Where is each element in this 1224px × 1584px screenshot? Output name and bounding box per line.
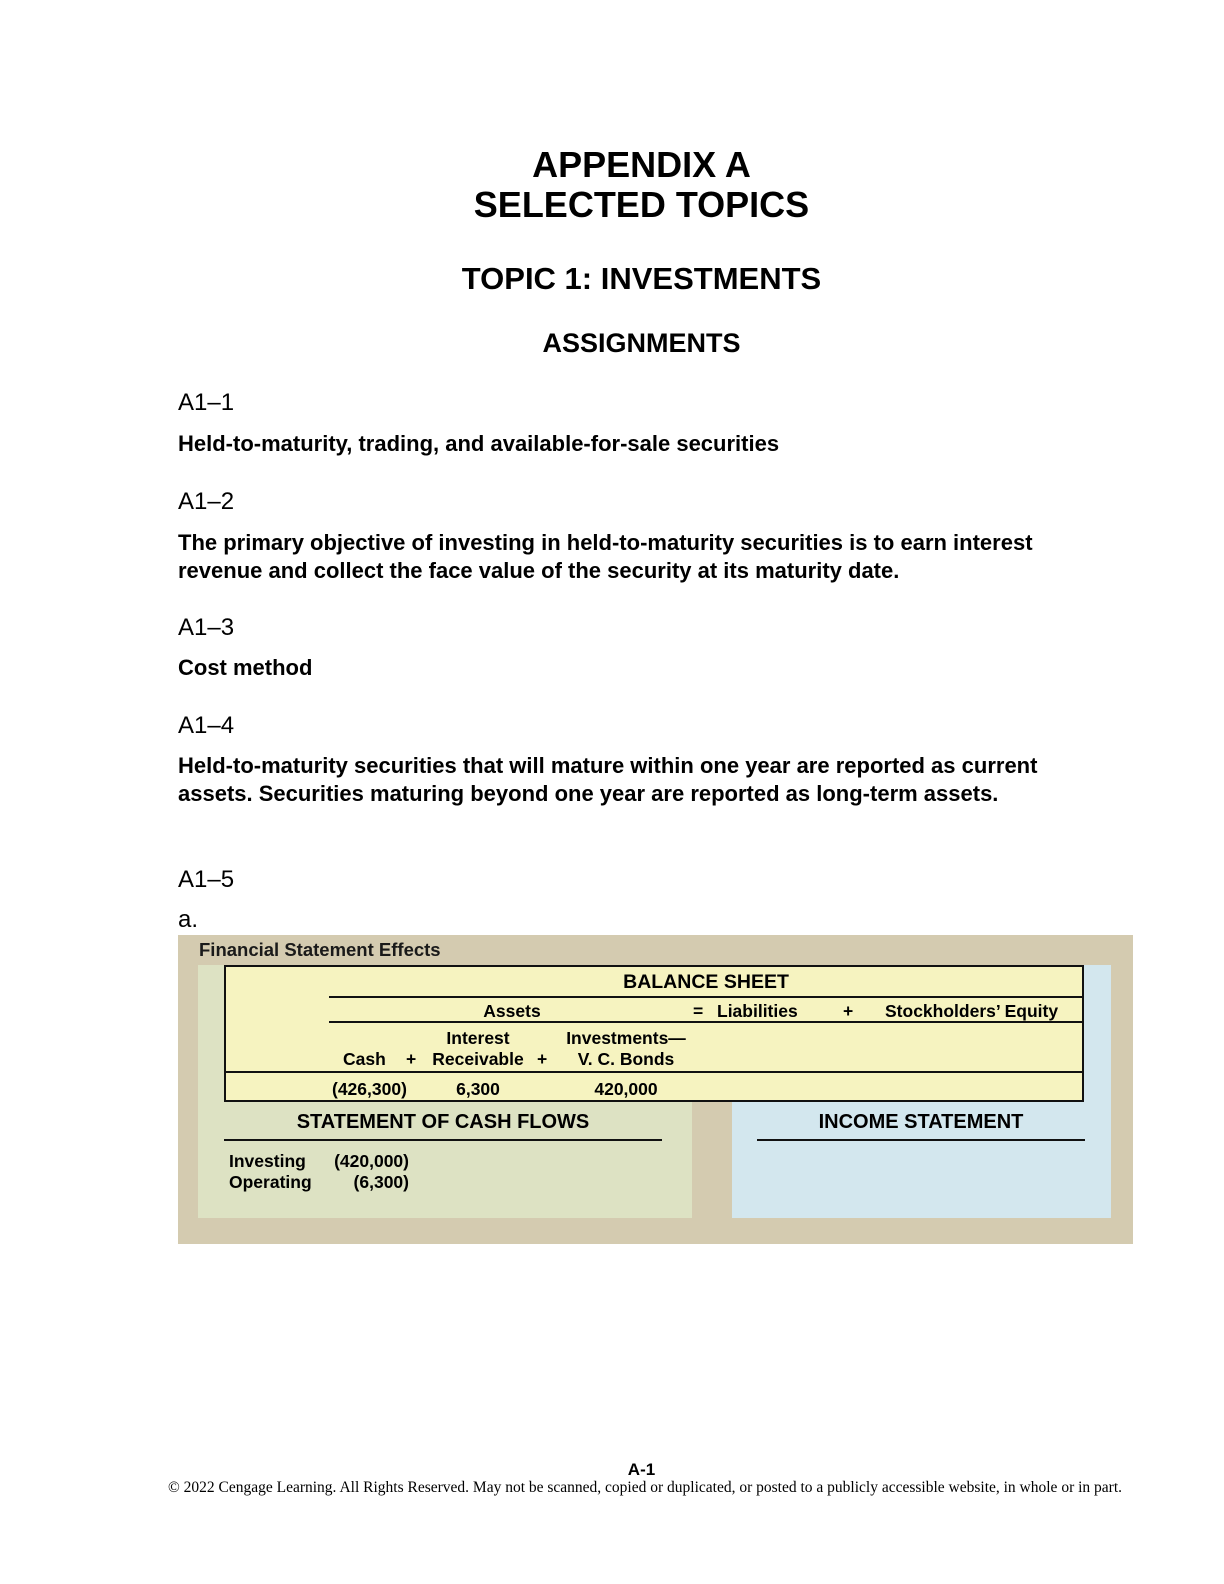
item-answer-a1-2: The primary objective of investing in held-to-maturity securities is to earn interest revenue and collect the face value of the security at its maturity date. [178,530,1033,583]
divider [329,1021,719,1023]
item-label-a1-2: A1–2 [178,488,235,515]
balance-sheet-title: BALANCE SHEET [623,971,789,993]
appendix-title: APPENDIX A [532,144,751,185]
item-part-label: a. [178,906,199,933]
divider [717,1021,862,1023]
column-interest-line1: Interest [446,1028,510,1048]
value-interest: 6,300 [456,1079,500,1099]
equals-sign: = [693,1001,704,1021]
page-number: A-1 [627,1460,656,1479]
assets-label: Assets [483,1001,541,1021]
income-statement-rule [757,1139,1085,1141]
divider [862,1021,1084,1023]
plus-sign: + [406,1049,417,1069]
appendix-subtitle: SELECTED TOPICS [473,184,810,225]
divider [329,996,1084,998]
financial-statement-effects-exhibit [178,935,1133,1244]
cash-flow-row-value: (6,300) [353,1172,409,1192]
cash-flows-title: STATEMENT OF CASH FLOWS [296,1111,590,1133]
section-title: ASSIGNMENTS [542,328,741,358]
value-cash: (426,300) [332,1079,407,1099]
item-answer-a1-1: Held-to-maturity, trading, and available-for-sale securities [178,431,780,456]
divider [226,1071,1082,1073]
income-statement-title: INCOME STATEMENT [818,1111,1024,1133]
equity-label: Stockholders’ Equity [885,1001,1059,1021]
topic-title: TOPIC 1: INVESTMENTS [461,261,822,296]
item-label-a1-5: A1–5 [178,866,235,893]
item-label-a1-3: A1–3 [178,614,235,641]
plus-sign: + [537,1049,548,1069]
cash-flow-row-label: Investing [229,1151,306,1171]
cash-flows-rule [224,1139,662,1141]
column-interest-line2: Receivable [432,1049,524,1069]
column-cash: Cash [343,1049,386,1069]
copyright-notice: © 2022 Cengage Learning. All Rights Reserved. May not be scanned, copied or duplicated, or posted to a publicly accessible website, in whole or in part. [167,1479,1123,1496]
column-investments-line1: Investments— [566,1028,686,1048]
exhibit-title: Financial Statement Effects [199,939,441,960]
column-investments-line2: V. C. Bonds [577,1049,675,1069]
item-label-a1-1: A1–1 [178,389,235,416]
cash-flow-row-label: Operating [229,1172,312,1192]
liabilities-label: Liabilities [717,1001,798,1021]
item-answer-a1-4: Held-to-maturity securities that will mature within one year are reported as current assets. Securities maturing beyond one year are reported as long-term assets. [178,753,1038,806]
value-investments: 420,000 [594,1079,658,1099]
cash-flow-row-value: (420,000) [334,1151,409,1171]
plus-sign: + [843,1001,854,1021]
balance-sheet-box [224,965,1084,1102]
item-label-a1-4: A1–4 [178,712,235,739]
item-answer-a1-3: Cost method [178,655,313,680]
